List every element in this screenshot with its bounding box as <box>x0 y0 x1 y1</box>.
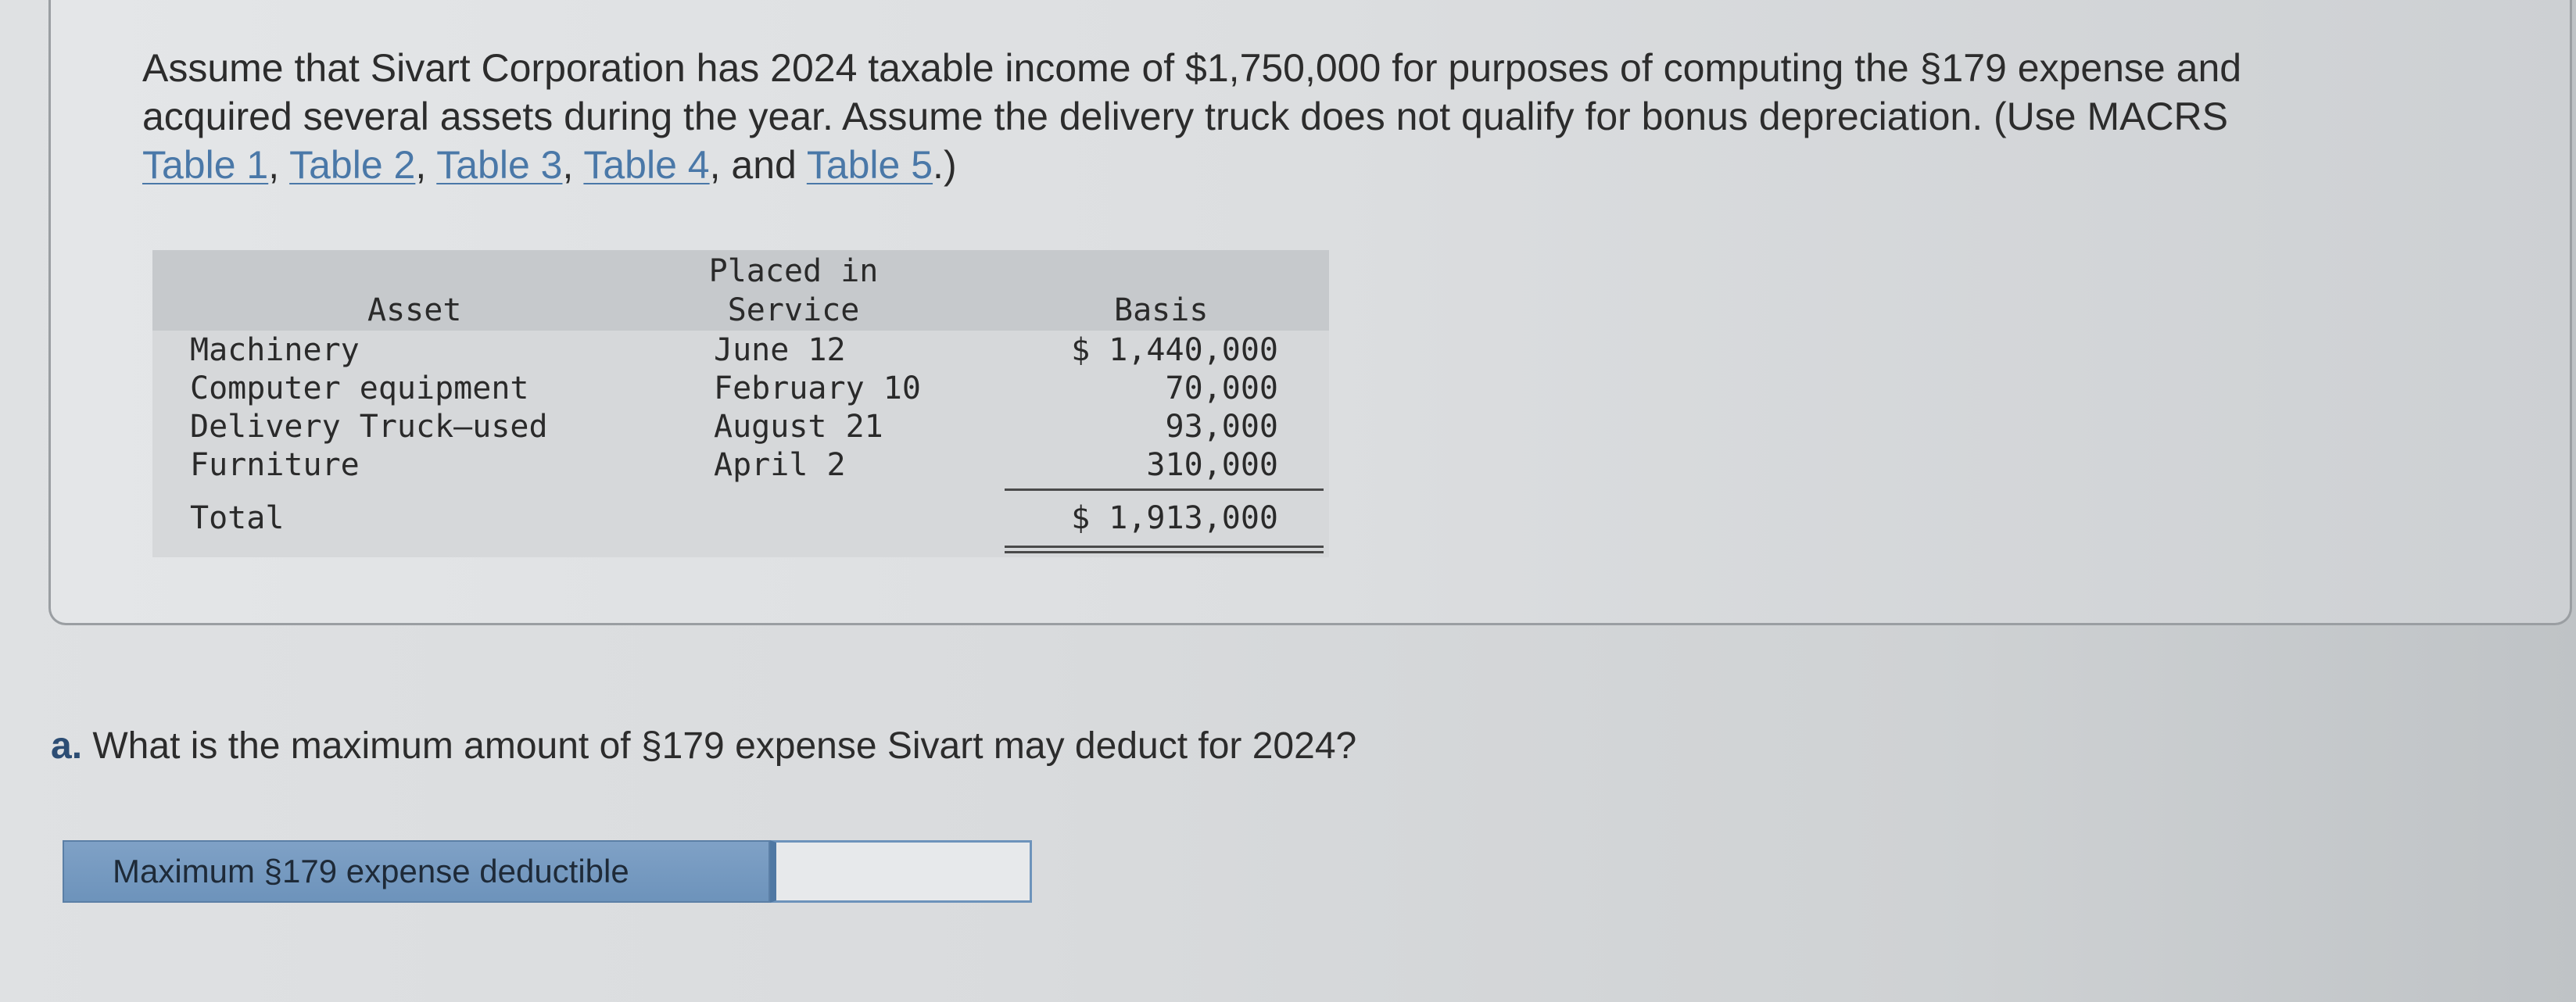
problem-intro <box>142 44 2488 189</box>
answer-row <box>63 840 1032 903</box>
row-asset: Computer equipment <box>190 370 529 406</box>
total-double-rule <box>1005 546 1324 553</box>
link-table-5[interactable]: Table 5 <box>806 143 933 187</box>
total-label: Total <box>190 500 285 536</box>
link-table-1[interactable]: Table 1 <box>142 143 269 187</box>
row-basis: $ 1,440,000 <box>1071 332 1278 368</box>
row-date: August 21 <box>714 409 883 445</box>
header-placed-line-2: Service <box>727 292 860 328</box>
row-basis: 70,000 <box>1165 370 1278 406</box>
row-date: June 12 <box>714 332 846 368</box>
max-179-expense-input[interactable] <box>770 840 1032 903</box>
header-placed-in-service <box>665 252 923 330</box>
link-separator-and: , and <box>709 143 807 187</box>
asset-table <box>152 250 1329 559</box>
question-a <box>51 723 1356 770</box>
row-date: February 10 <box>714 370 921 406</box>
total-basis: $ 1,913,000 <box>1071 500 1278 536</box>
row-basis: 310,000 <box>1146 447 1278 483</box>
link-table-2[interactable]: Table 2 <box>289 143 416 187</box>
question-letter: a. <box>51 725 83 767</box>
subtotal-rule <box>1005 488 1324 491</box>
row-asset: Machinery <box>190 332 360 368</box>
intro-line-2: acquired several assets during the year. Assume the delivery truck does not qualify for bonus depreciation. (Use MACRS <box>142 95 2229 138</box>
link-separator: , <box>415 143 437 187</box>
question-text: What is the maximum amount of §179 expense Sivart may deduct for 2024? <box>82 725 1357 767</box>
link-table-3[interactable]: Table 3 <box>436 143 563 187</box>
link-table-4[interactable]: Table 4 <box>583 143 710 187</box>
header-placed-line-1: Placed in <box>708 253 879 289</box>
intro-line-1: Assume that Sivart Corporation has 2024 taxable income of $1,750,000 for purposes of computing the §179 expense and <box>142 46 2242 90</box>
row-basis: 93,000 <box>1165 409 1278 445</box>
row-date: April 2 <box>714 447 846 483</box>
link-separator: , <box>562 143 584 187</box>
header-basis: Basis <box>1114 292 1209 328</box>
intro-line-3 <box>142 141 2488 189</box>
row-asset: Delivery Truck–used <box>190 409 548 445</box>
intro-closing: .) <box>933 143 957 187</box>
header-asset: Asset <box>367 292 462 328</box>
answer-label: Maximum §179 expense deductible <box>63 840 770 903</box>
link-separator: , <box>268 143 290 187</box>
row-asset: Furniture <box>190 447 360 483</box>
